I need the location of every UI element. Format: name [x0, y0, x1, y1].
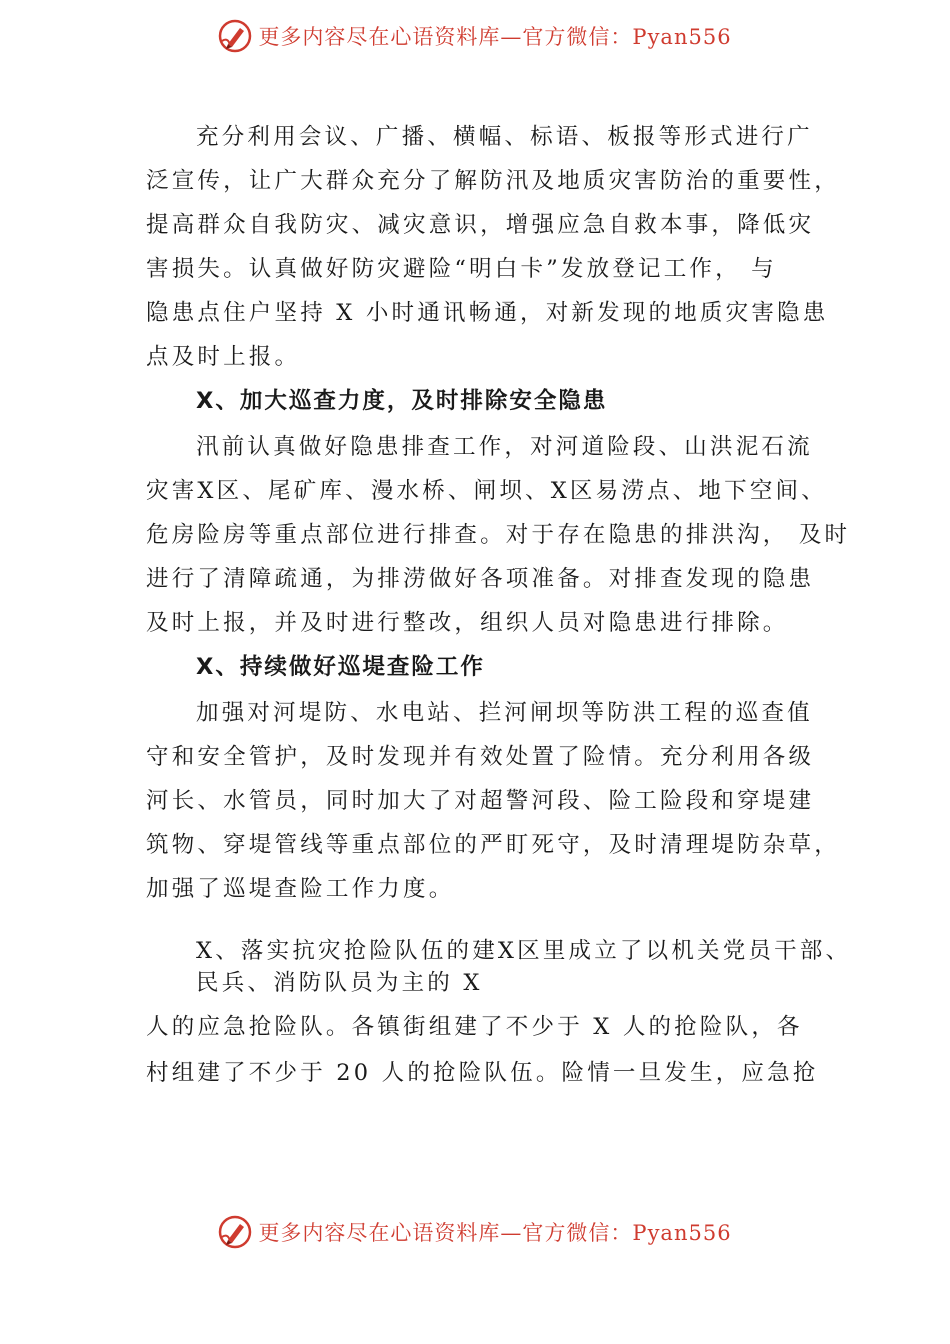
header-text: 更多内容尽在心语资料库—官方微信：Pyan556 — [258, 25, 732, 49]
section-heading-1: X、加大巡查力度，及时排除安全隐患 — [196, 388, 608, 414]
paragraph-3-line: 守和安全管护，及时发现并有效处置了险情。充分利用各级 — [146, 744, 815, 770]
pen-logo-icon — [218, 1215, 252, 1249]
footer-text: 更多内容尽在心语资料库—官方微信：Pyan556 — [258, 1221, 732, 1245]
paragraph-3-line: 加强了巡堤查险工作力度。 — [146, 876, 455, 902]
paragraph-2-line: 汛前认真做好隐患排查工作，对河道险段、山洪泥石流 — [196, 434, 813, 460]
paragraph-1-line: 点及时上报。 — [146, 344, 301, 370]
header-banner — [0, 16, 950, 56]
paragraph-4-line: X、落实抗灾抢险队伍的建X区里成立了以机关党员干部、 — [196, 938, 852, 964]
paragraph-2-line: 进行了清障疏通，为排涝做好各项准备。对排查发现的隐患 — [146, 566, 815, 592]
paragraph-4-line: 村组建了不少于 20 人的抢险队伍。险情一旦发生，应急抢 — [146, 1060, 819, 1086]
paragraph-1-line: 充分利用会议、广播、横幅、标语、板报等形式进行广 — [196, 124, 813, 150]
paragraph-1-line: 提高群众自我防灾、减灾意识，增强应急自救本事，降低灾 — [146, 212, 815, 238]
section-heading-2: X、持续做好巡堤查险工作 — [196, 654, 485, 680]
paragraph-3-line: 河长、水管员，同时加大了对超警河段、险工险段和穿堤建 — [146, 788, 815, 814]
paragraph-1-line: 隐患点住户坚持 X 小时通讯畅通，对新发现的地质灾害隐患 — [146, 300, 829, 326]
paragraph-3-line: 加强对河堤防、水电站、拦河闸坝等防洪工程的巡查值 — [196, 700, 813, 726]
paragraph-1-line: 害损失。认真做好防灾避险“明白卡”发放登记工作， 与 — [146, 256, 777, 282]
paragraph-4-line: 人的应急抢险队。各镇街组建了不少于 X 人的抢险队，各 — [146, 1014, 803, 1040]
paragraph-2-line: 及时上报，并及时进行整改，组织人员对隐患进行排除。 — [146, 610, 789, 636]
footer-banner — [0, 1212, 950, 1252]
paragraph-1-line: 泛宣传，让广大群众充分了解防汛及地质灾害防治的重要性， — [146, 168, 840, 194]
pen-logo-icon — [218, 19, 252, 53]
paragraph-2-line: 灾害X区、尾矿库、漫水桥、闸坝、X区易涝点、地下空间、 — [146, 478, 827, 504]
paragraph-3-line: 筑物、穿堤管线等重点部位的严盯死守，及时清理堤防杂草， — [146, 832, 840, 858]
paragraph-2-line: 危房险房等重点部位进行排查。对于存在隐患的排洪沟， 及时 — [146, 522, 851, 548]
paragraph-4-line: 民兵、消防队员为主的 X — [196, 970, 483, 996]
